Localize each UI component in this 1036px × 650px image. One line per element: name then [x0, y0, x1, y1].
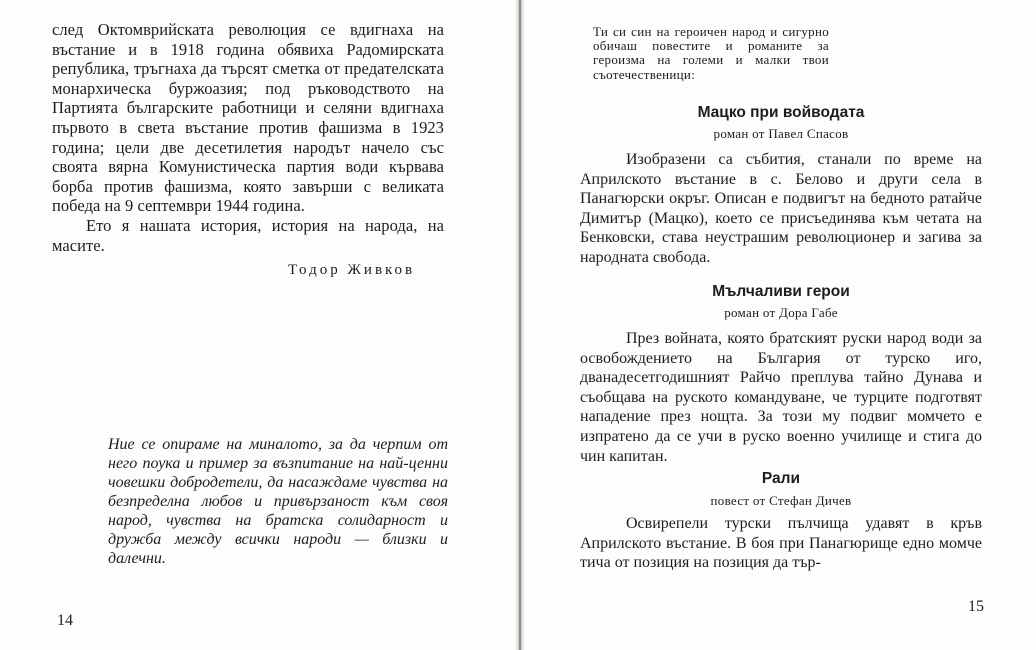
history-paragraph: след Октомврийската революция се вдигнаха на въстание и в 1918 година обявиха Радомирската република, тръгнаха да търсят сметка от предателската монархическа буржоазия; под ръководството на Партията българските работници и селяни вдигнаха първото в света въстание против фашизма в 1923 година; цели две десетилетия народът начело със своята вярна Комунистическа партия води кървава борба против фашизма, която завърши с великата победа на 9 септември 1944 година.: [52, 20, 444, 216]
recommendation-intro: Ти си син на героичен народ и сигурно обичаш повестите и романите за героизма на големи и малки твои съотечественици:: [593, 24, 829, 82]
book-author: повест от Стефан Дичев: [710, 493, 852, 508]
book-gutter: [515, 0, 525, 650]
history-closing-line: Ето я нашата история, история на народа, на масите.: [52, 215, 444, 255]
book-author: роман от Павел Спасов: [713, 126, 849, 141]
italic-quote: Ние се опираме на миналото, за да черпим от него поука и пример за възпитание на най-ценни човешки добродетели, да насаждаме чувства на безпределна любов и привързаност към своя народ, чувства на братска солидарност и дружба между всички народи — близки и далечни.: [108, 436, 448, 567]
book-description: През войната, която братският руски народ води за освобождението на България от турско иго, дванадесетгодишният Райчо преплува тайно Дунава и съобщава на руското командуване, че турците подготвят нападение през нощта. За този му подвиг момчето е изпратено да се учи в руско военно училище и стига до чин капитан.: [580, 330, 982, 465]
book-description: Освирепели турски пълчища удавят в кръв Априлското въстание. В боя при Панагюрище едно момче тича от позиция на позиция да тър-: [580, 515, 982, 572]
author-signature: Тодор Живков: [288, 262, 416, 278]
book-author: роман от Дора Габе: [724, 305, 838, 320]
book-title: Мацко при войводата: [697, 104, 865, 121]
book-title: Мълчаливи герои: [712, 283, 850, 300]
page-number-right: 15: [968, 598, 984, 615]
left-page-text: [52, 20, 444, 255]
book-title: Рали: [761, 470, 801, 487]
page-number-left: 14: [57, 612, 73, 629]
book-description: Изобразени са събития, станали по време на Априлското въстание в с. Белово и други села в Панагюрски окръг. Описан е подвигът на бедното ратайче Димитър (Мацко), което се присъединява към четата на Бенковски, става неустрашим революционер и загива за народната свобода.: [580, 151, 982, 266]
